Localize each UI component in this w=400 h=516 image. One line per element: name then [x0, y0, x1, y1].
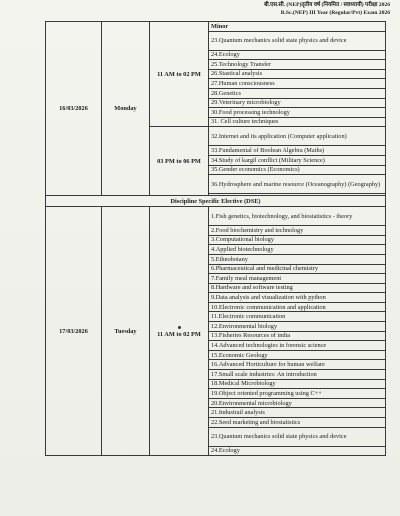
exam-day-cell: Monday: [102, 22, 150, 196]
subject-cell: 1.Fish genetics, biotechnology, and biostatistics - theory: [209, 207, 386, 226]
subject-cell: 4.Applied biotechnology: [209, 245, 386, 255]
subject-cell: 18.Medical Microbiology: [209, 379, 386, 389]
subject-cell: 17.Small scale industries: An introduction: [209, 370, 386, 380]
subject-cell: 21.Industrail analysis: [209, 408, 386, 418]
subject-cell: 15.Economic Geology: [209, 350, 386, 360]
subject-cell: 28.Genetics: [209, 88, 386, 98]
subject-cell: 32.Internet and its application (Computer application): [209, 127, 386, 146]
exam-header: [264, 2, 390, 17]
subject-cell: 23.Quantum mechanics solid state physics and device: [209, 31, 386, 50]
schedule-table: [45, 21, 386, 456]
subject-cell: 29.Veterinary microbiology: [209, 98, 386, 108]
subject-cell: 2.Food biochemistry and technology: [209, 226, 386, 236]
subject-cell: 31. Cell culture techniques: [209, 117, 386, 127]
table-row: [46, 22, 386, 32]
subject-cell: 22.Seed marketing and biostatistics: [209, 418, 386, 428]
subject-cell: 26.Stastical analysis: [209, 69, 386, 79]
subject-cell: 24.Ecology: [209, 50, 386, 60]
subject-cell: 11.Electronic communication: [209, 312, 386, 322]
subject-cell: 27.Human consciousness: [209, 79, 386, 89]
subject-cell: 12.Environmental biology: [209, 322, 386, 332]
subject-cell: 13.Fisheries Resources of india: [209, 331, 386, 341]
subject-cell: 33.Fundamental of Boolean Algebra (Maths): [209, 146, 386, 156]
subject-cell: 34.Study of kargil conflict (Military Science): [209, 155, 386, 165]
ink-dot: [178, 326, 181, 329]
subject-cell: 9.Data analysis and visualization with python: [209, 293, 386, 303]
subject-cell: 14.Advanced technologies in forensic science: [209, 341, 386, 351]
time-slot-am: 11 AM to 02 PM: [150, 22, 209, 127]
exam-day-cell: Tuesday: [102, 207, 150, 456]
subject-cell: 24.Ecology: [209, 446, 386, 456]
subject-cell: 8.Hardware and software testing: [209, 283, 386, 293]
subject-cell: 19.Object oriented programming using C++: [209, 389, 386, 399]
subject-cell: 23.Quantum mechanics solid state physics and device: [209, 427, 386, 446]
subject-cell: 30.Food processing technology: [209, 108, 386, 118]
header-english-title: B.Sc.(NEP) III Year (Regular/Pvt) Exam 2026: [280, 9, 390, 16]
subject-cell: 6.Pharmaceutical and medicinal chemistry: [209, 264, 386, 274]
subject-cell: 16.Advanced Horticulture for human welfare: [209, 360, 386, 370]
subject-cell: 25.Technology Transfer: [209, 60, 386, 70]
subject-cell: 36.Hydrosphere and marine resource (Oceanography) (Geography): [209, 175, 386, 194]
header-hindi-title: बी.एस.सी. (NEP)तृतीय वर्ष (नियमित / स्वाध्यायी) परीक्षा 2026: [264, 2, 390, 8]
subject-cell: 20.Environmental microbiology: [209, 398, 386, 408]
subject-cell: 7.Family meal management: [209, 274, 386, 284]
time-slot-pm: 03 PM to 06 PM: [150, 127, 209, 196]
table-row: [46, 196, 386, 207]
section-heading: Discipline Specific Elective (DSE): [46, 196, 386, 207]
exam-date-cell: 17/03/2026: [46, 207, 102, 456]
exam-date-cell: 16/03/2026: [46, 22, 102, 196]
subject-cell: 35.Gender economics (Economics): [209, 165, 386, 175]
subject-cell: 3.Computational biology: [209, 235, 386, 245]
subject-cell: 5.Ethnobotany: [209, 254, 386, 264]
minor-heading: Minor: [209, 22, 386, 32]
subject-cell: 10.Electronic communication and application: [209, 302, 386, 312]
time-slot-label: 11 AM to 02 PM: [157, 331, 201, 339]
table-row: [46, 207, 386, 226]
time-slot: [150, 207, 209, 456]
